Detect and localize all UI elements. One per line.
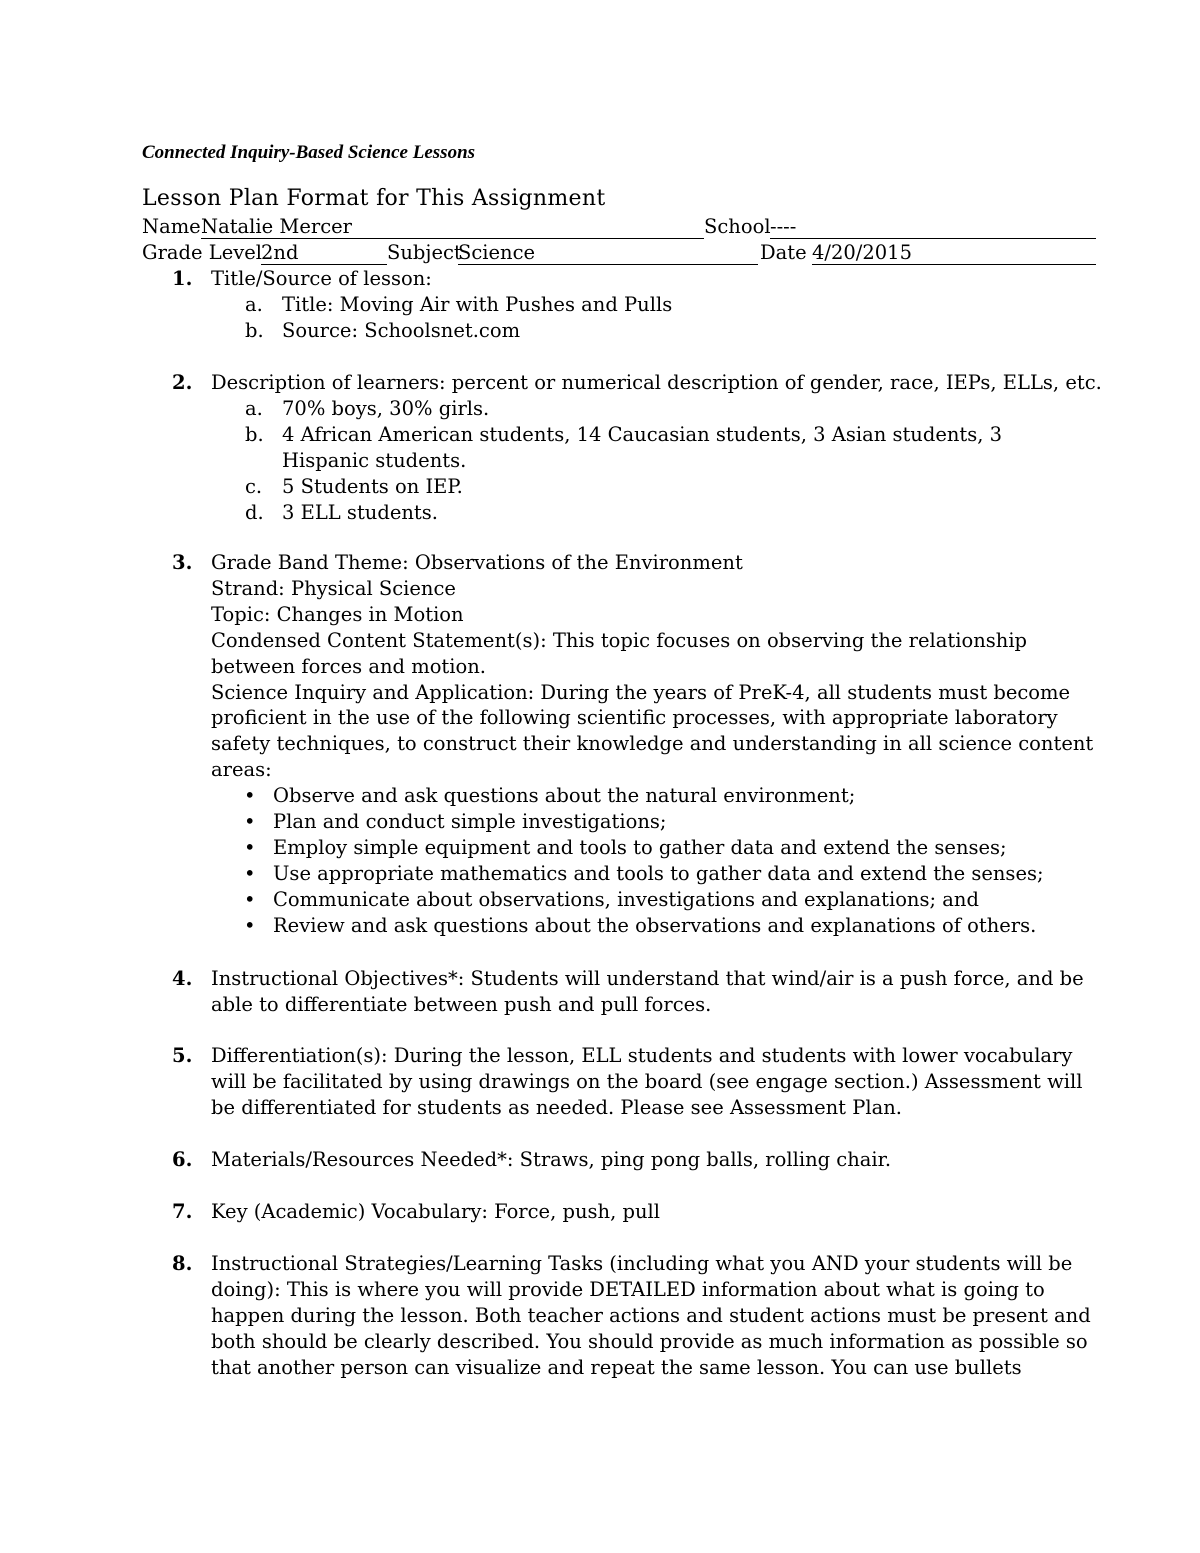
name-field[interactable] bbox=[201, 214, 704, 239]
date-value: 4/20/2015 bbox=[812, 241, 912, 264]
sub-item-label: b. bbox=[245, 422, 264, 446]
sub-item-text: Title: Moving Air with Pushes and Pulls bbox=[282, 292, 673, 316]
section-text: happen during the lesson. Both teacher actions and student actions must be present and bbox=[211, 1303, 1091, 1327]
subject-label: Subject bbox=[387, 241, 462, 264]
section-text: Grade Band Theme: Observations of the Environment bbox=[211, 551, 743, 574]
grade-field[interactable] bbox=[261, 240, 387, 265]
section-text: Topic: Changes in Motion bbox=[211, 602, 464, 626]
section-text: will be facilitated by using drawings on the board (see engage section.) Assessment will bbox=[211, 1069, 1083, 1093]
school-label: School bbox=[704, 215, 771, 238]
bullet-icon: • bbox=[244, 835, 256, 859]
section-number: 1. bbox=[172, 267, 193, 290]
sub-item-label: a. bbox=[245, 292, 263, 316]
school-value: ---- bbox=[770, 215, 797, 238]
sub-item-label: b. bbox=[245, 318, 264, 342]
section-number: 4. bbox=[172, 967, 193, 990]
section-text: Strand: Physical Science bbox=[211, 576, 456, 600]
section-number: 3. bbox=[172, 551, 193, 574]
bullet-text: Review and ask questions about the observations and explanations of others. bbox=[273, 913, 1037, 937]
section-text: Key (Academic) Vocabulary: Force, push, pull bbox=[211, 1200, 661, 1223]
section-text: between forces and motion. bbox=[211, 654, 486, 678]
section-text: both should be clearly described. You should provide as much information as possible so bbox=[211, 1329, 1088, 1353]
section-text: Condensed Content Statement(s): This topic focuses on observing the relationship bbox=[211, 628, 1028, 652]
section-text: be differentiated for students as needed. Please see Assessment Plan. bbox=[211, 1095, 902, 1119]
bullet-text: Use appropriate mathematics and tools to gather data and extend the senses; bbox=[273, 861, 1044, 885]
name-label: Name bbox=[142, 215, 201, 238]
section-text: Differentiation(s): During the lesson, ELL students and students with lower vocabulary bbox=[211, 1044, 1073, 1067]
name-value: Natalie Mercer bbox=[201, 215, 352, 238]
sub-item-text: Hispanic students. bbox=[282, 448, 467, 472]
sub-item-text: 70% boys, 30% girls. bbox=[282, 396, 490, 420]
subject-value: Science bbox=[458, 241, 536, 264]
sub-item-text: 3 ELL students. bbox=[282, 500, 438, 524]
bullet-icon: • bbox=[244, 784, 256, 808]
section-text: safety techniques, to construct their knowledge and understanding in all science content bbox=[211, 732, 1094, 756]
section-text: that another person can visualize and repeat the same lesson. You can use bullets bbox=[211, 1355, 1022, 1379]
section-text: Title/Source of lesson: bbox=[211, 267, 432, 290]
bullet-icon: • bbox=[244, 861, 256, 885]
section-number: 8. bbox=[172, 1252, 193, 1275]
section-text: doing): This is where you will provide DETAILED information about what is going to bbox=[211, 1277, 1045, 1301]
bullet-icon: • bbox=[244, 810, 256, 833]
course-title: Connected Inquiry-Based Science Lessons bbox=[142, 142, 476, 163]
section-text: proficient in the use of the following scientific processes, with appropriate laboratory bbox=[211, 706, 1058, 730]
sub-item-label: c. bbox=[245, 474, 263, 498]
section-text: Instructional Objectives*: Students will understand that wind/air is a push force, and be bbox=[211, 967, 1084, 990]
date-label: Date bbox=[760, 241, 807, 264]
subject-field[interactable] bbox=[458, 240, 758, 265]
date-field[interactable] bbox=[812, 240, 1096, 265]
bullet-text: Plan and conduct simple investigations; bbox=[273, 810, 667, 833]
section-number: 7. bbox=[172, 1200, 193, 1223]
bullet-text: Communicate about observations, investigations and explanations; and bbox=[273, 887, 979, 911]
bullet-text: Observe and ask questions about the natural environment; bbox=[273, 784, 856, 808]
sub-item-text: 5 Students on IEP. bbox=[282, 474, 463, 498]
section-text: Instructional Strategies/Learning Tasks (including what you AND your students will be bbox=[211, 1252, 1073, 1275]
section-text: Description of learners: percent or numerical description of gender, race, IEPs, ELLs, etc. bbox=[211, 371, 1102, 394]
form-title: Lesson Plan Format for This Assignment bbox=[142, 186, 606, 211]
sub-item-text: 4 African American students, 14 Caucasian students, 3 Asian students, 3 bbox=[282, 422, 1003, 446]
sub-item-text: Source: Schoolsnet.com bbox=[282, 318, 521, 342]
sub-item-label: a. bbox=[245, 396, 263, 420]
sub-item-label: d. bbox=[245, 500, 264, 524]
section-number: 6. bbox=[172, 1148, 193, 1171]
section-text: Science Inquiry and Application: During the years of PreK-4, all students must become bbox=[211, 680, 1071, 704]
section-text: able to differentiate between push and pull forces. bbox=[211, 992, 712, 1016]
section-text: Materials/Resources Needed*: Straws, ping pong balls, rolling chair. bbox=[211, 1148, 892, 1171]
section-number: 2. bbox=[172, 371, 193, 394]
bullet-icon: • bbox=[244, 913, 256, 937]
bullet-text: Employ simple equipment and tools to gather data and extend the senses; bbox=[273, 835, 1007, 859]
section-text: areas: bbox=[211, 758, 272, 782]
grade-label: Grade Level bbox=[142, 241, 263, 264]
grade-value: 2nd bbox=[261, 241, 299, 264]
bullet-icon: • bbox=[244, 887, 256, 911]
section-number: 5. bbox=[172, 1044, 193, 1067]
school-field[interactable] bbox=[770, 214, 1096, 239]
